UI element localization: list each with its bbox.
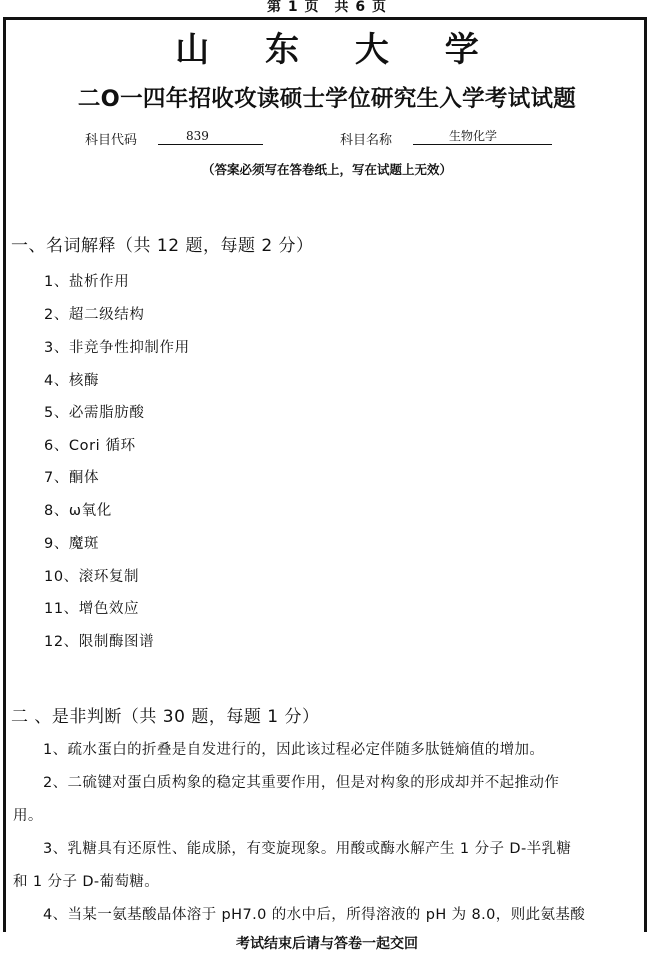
term-item: 6、Cori 循环 [44, 438, 136, 454]
term-item: 7、酮体 [44, 470, 100, 486]
university-title: 山 东 大 学 [175, 30, 501, 70]
exam-subtitle: 二O一四年招收攻读硕士学位研究生入学考试试题 [77, 86, 577, 112]
subject-code-label: 科目代码 [85, 133, 138, 148]
true-false-questions [13, 734, 643, 932]
term-item: 9、魔斑 [44, 536, 100, 552]
question-3-line-2: 和 1 分子 D-葡萄糖。 [13, 874, 160, 890]
subject-name-label: 科目名称 [340, 133, 393, 148]
term-item: 5、必需脂肪酸 [44, 405, 145, 421]
answer-notice: （答案必须写在答卷纸上，写在试题上无效） [201, 162, 452, 177]
question-2-line-2: 用。 [13, 808, 43, 824]
page-number-header: 第 1 页 共 6 页 [267, 0, 387, 15]
section-2-heading: 二 、是非判断（共 30 题，每题 1 分） [11, 707, 320, 727]
term-item: 11、增色效应 [44, 601, 140, 617]
section-1-heading: 一、名词解释（共 12 题，每题 2 分） [11, 236, 314, 256]
subject-code-value: 839 [158, 129, 263, 145]
subject-name-value: 生物化学 [413, 129, 552, 145]
exam-footer: 考试结束后请与答卷一起交回 [0, 933, 654, 957]
term-item: 4、核酶 [44, 373, 100, 389]
question-1: 1、疏水蛋白的折叠是自发进行的，因此该过程必定伴随多肽链熵值的增加。 [43, 742, 545, 758]
question-2-line-1: 2、二硫键对蛋白质构象的稳定其重要作用，但是对构象的形成却并不起推动作 [43, 775, 560, 791]
term-item: 1、盐析作用 [44, 274, 130, 290]
term-item: 8、ω氧化 [44, 503, 112, 519]
term-item: 3、非竞争性抑制作用 [44, 340, 190, 356]
term-item: 2、超二级结构 [44, 307, 145, 323]
question-3-line-1: 3、乳糖具有还原性、能成脎，有变旋现象。用酸或酶水解产生 1 分子 D-半乳糖 [43, 841, 572, 857]
term-item: 10、滚环复制 [44, 569, 140, 585]
term-item: 12、限制酶图谱 [44, 634, 155, 650]
question-4-line-1: 4、当某一氨基酸晶体溶于 pH7.0 的水中后，所得溶液的 pH 为 8.0，则此氨基酸 [43, 907, 586, 923]
